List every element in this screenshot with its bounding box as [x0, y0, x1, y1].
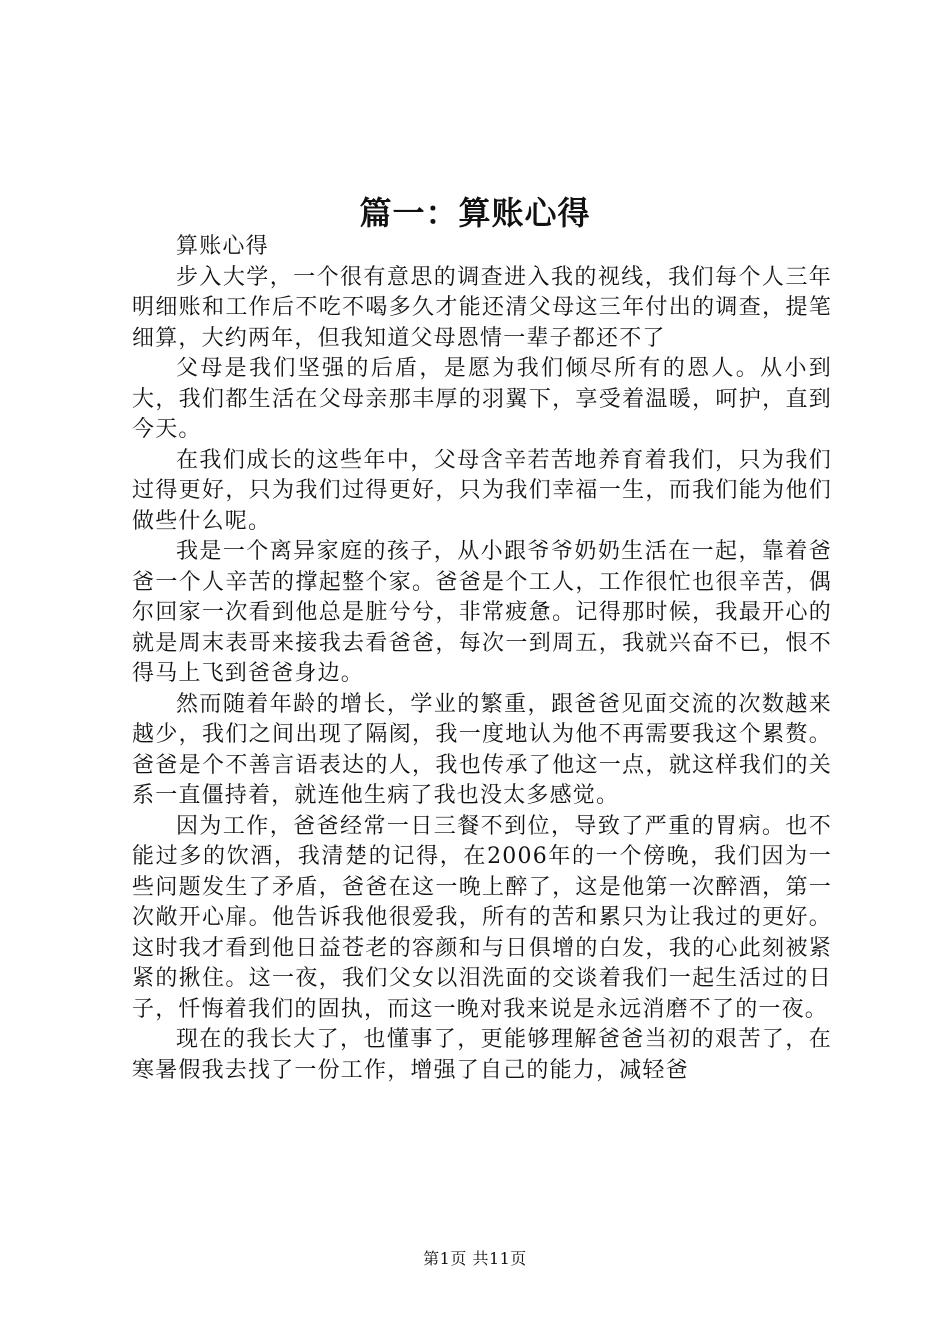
paragraph: 然而随着年龄的增长，学业的繁重，跟爸爸见面交流的次数越来越少，我们之间出现了隔阂，我一度地认为他不再需要我这个累赘。爸爸是个不善言语表达的人，我也传承了他这一点，就这样我们的关系一直僵持着，就连他生病了我也没太多感觉。	[132, 691, 832, 808]
paragraph: 现在的我长大了，也懂事了，更能够理解爸爸当初的艰苦了，在寒暑假我去找了一份工作，增强了自己的能力，减轻爸	[132, 1027, 832, 1083]
paragraph: 因为工作，爸爸经常一日三餐不到位，导致了严重的胃病。也不能过多的饮酒，我清楚的记得，在2006年的一个傍晚，我们因为一些问题发生了矛盾，爸爸在这一晚上醉了，这是他第一次醉酒，第一次敞开心扉。他告诉我他很爱我，所有的苦和累只为让我过的更好。这时我才看到他日益苍老的容颜和与日俱增的白发，我的心此刻被紧紧的揪住。这一夜，我们父女以泪洗面的交谈着我们一起生活过的日子，忏悔着我们的固执，而这一晚对我来说是永远消磨不了的一夜。	[132, 813, 832, 1022]
page-footer: 第1页 共11页	[423, 1249, 527, 1268]
paragraph: 步入大学，一个很有意思的调查进入我的视线，我们每个人三年明细账和工作后不吃不喝多久才能还清父母这三年付出的调查，提笔细算，大约两年，但我知道父母恩情一辈子都还不了	[132, 264, 832, 351]
paragraph-subtitle: 算账心得	[176, 234, 269, 259]
paragraph: 父母是我们坚强的后盾，是愿为我们倾尽所有的恩人。从小到大，我们都生活在父母亲那丰厚的羽翼下，享受着温暖，呵护，直到今天。	[132, 356, 832, 442]
document-title: 篇一：算账心得	[359, 194, 591, 232]
document-body	[132, 232, 832, 1086]
paragraph: 我是一个离异家庭的孩子，从小跟爷爷奶奶生活在一起，靠着爸爸一个人辛苦的撑起整个家。爸爸是个工人，工作很忙也很辛苦，偶尔回家一次看到他总是脏兮兮，非常疲惫。记得那时候，我最开心的就是周末表哥来接我去看爸爸，每次一到周五，我就兴奋不已，恨不得马上飞到爸爸身边。	[132, 539, 832, 686]
paragraph: 在我们成长的这些年中，父母含辛若苦地养育着我们，只为我们过得更好，只为我们过得更好，只为我们幸福一生，而我们能为他们做些什么呢。	[132, 447, 832, 534]
